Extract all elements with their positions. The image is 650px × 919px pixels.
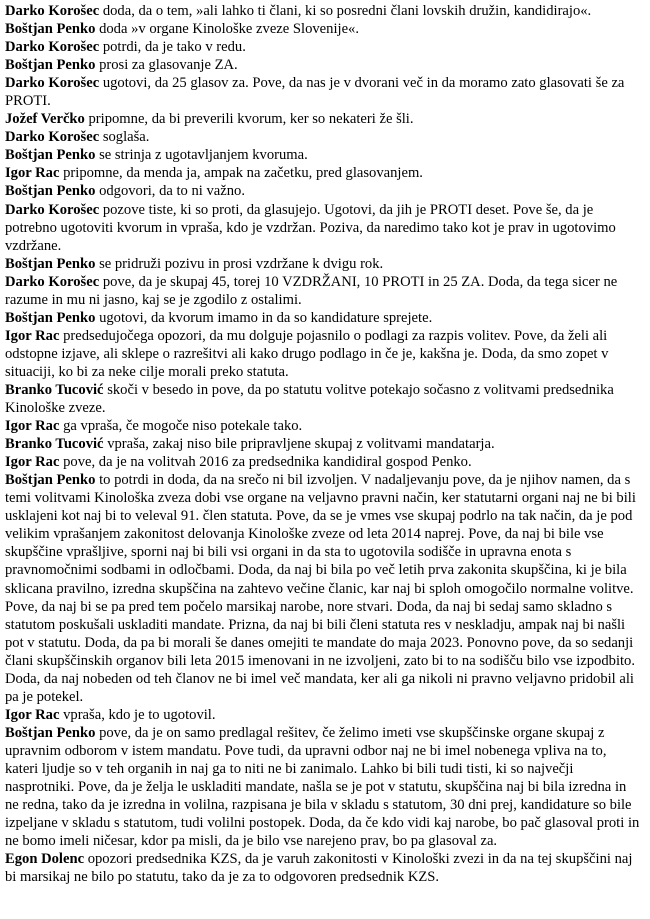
speaker-name: Boštjan Penko	[5, 309, 96, 326]
paragraph	[5, 471, 642, 706]
speaker-name: Igor Rac	[5, 327, 60, 344]
paragraph-text: pove, da je skupaj 45, torej 10 VZDRŽANI, 10 PROTI in 25 ZA. Doda, da tega sicer ne razume in mu ni jasno, kaj se je zgodilo z ostalimi.	[5, 273, 618, 308]
paragraph-text: vpraša, kdo je to ugotovil.	[59, 706, 216, 723]
paragraph-text: doda »v organe Kinološke zveze Slovenije«.	[95, 21, 359, 38]
speaker-name: Igor Rac	[5, 165, 60, 182]
speaker-name: Jožef Verčko	[5, 111, 85, 128]
paragraph	[5, 309, 642, 327]
paragraph-text: ga vpraša, če mogoče niso potekale tako.	[59, 418, 303, 435]
paragraph-text: ugotovi, da kvorum imamo in da so kandidature sprejete.	[95, 309, 433, 326]
paragraph	[5, 255, 642, 273]
paragraph	[5, 2, 642, 20]
speaker-name: Boštjan Penko	[5, 472, 96, 489]
speaker-name: Igor Rac	[5, 454, 60, 471]
paragraph	[5, 327, 642, 381]
speaker-name: Boštjan Penko	[5, 255, 96, 272]
speaker-name: Boštjan Penko	[5, 183, 96, 200]
speaker-name: Boštjan Penko	[5, 21, 96, 38]
speaker-name: Darko Korošec	[5, 39, 100, 56]
paragraph-text: pove, da je na volitvah 2016 za predsednika kandidiral gospod Penko.	[59, 454, 472, 471]
paragraph	[5, 417, 642, 435]
paragraph-text: potrdi, da je tako v redu.	[99, 39, 246, 56]
speaker-name: Darko Korošec	[5, 75, 100, 92]
paragraph-text: pozove tiste, ki so proti, da glasujejo. Ugotovi, da jih je PROTI deset. Pove še, da je potrebno ugotoviti kvorum in vpraša, kdo je vzdržan. Poziva, da naredimo tako kot je prav in ugotovimo vzdržane.	[5, 201, 616, 254]
paragraph	[5, 850, 642, 886]
paragraph	[5, 146, 642, 164]
speaker-name: Igor Rac	[5, 706, 60, 723]
speaker-name: Darko Korošec	[5, 129, 100, 146]
paragraph-text: pove, da je on samo predlagal rešitev, če želimo imeti vse skupščinske organe skupaj z upravnim odborom v istem mandatu. Pove tudi, da upravni odbor naj ne bi imel nobenega vpliva na to, kateri ljudje so v teh organih in naj ga to niti ne bi zanimalo. Lahko bi bili tudi tisti, ki so največji nasprotniki. Pove, da je želja le uskladiti mandate, našla se je pot v statutu, skupščina naj bi bila izredna in ne redna, tako da je izredna in volilna, razpisana je bila v skladu s statutom, 30 dni prej, kandidature so bile izpeljane v skladu s statutom, tudi volilni postopek. Doda, da če kdo vidi kaj narobe, bo pač glasoval proti in ne bomo imeli ničesar, kdor pa misli, da je bilo vse narejeno prav, bo pa glasoval za.	[5, 724, 640, 850]
speaker-name: Darko Korošec	[5, 3, 100, 19]
speaker-name: Darko Korošec	[5, 201, 100, 218]
paragraph	[5, 164, 642, 182]
paragraph	[5, 724, 642, 850]
paragraph-text: se pridruži pozivu in prosi vzdržane k dvigu rok.	[95, 255, 384, 272]
paragraph-text: vpraša, zakaj niso bile pripravljene skupaj z volitvami mandatarja.	[103, 436, 495, 453]
paragraph-text: odgovori, da to ni važno.	[95, 183, 245, 200]
paragraph-text: to potrdi in doda, da na srečo ni bil izvoljen. V nadaljevanju pove, da je njihov namen, da s temi volitvami Kinološka zveza dobi vse organe na veljavno pravni način, ker statutarni organi naj ne bi bili usklajeni kot naj bi to veleval 91. člen statuta. Pove, da se je vmes vse skupaj podrlo na tak način, da je pod velikim vprašanjem zakonitost delovanja Kinološke zveze od leta 2014 naprej. Pove, da naj bi bile vse skupščine vprašljive, sporni naj bi bili vsi organi in da sta to ugotovila sodišče in upravna enota s pravnomočnimi sodbami in odločbami. Doda, da naj bi bila po več letih prva zakonita skupščina, ki je bila sklicana pravilno, izredna skupščina na zahtevo večine članic, kar naj bi sploh omogočilo normalne volitve. Pove, da naj bi se pa pred tem počelo marsikaj narobe, nore stvari. Doda, da naj bi sedaj samo skladno s statutom poskušali uskladiti mandate. Prizna, da naj bi bili členi statuta res v neskladju, ampak naj bi našli pot v statutu. Doda, da pa bi morali še danes omejiti te mandate do maja 2023. Ponovno pove, da so sedanji člani skupščinskih organov bili leta 2015 imenovani in ne izvoljeni, zato bi to na sodišču bilo vse izpodbito. Doda, da naj nobeden od teh članov ne bi imel več mandata, ker ali ga nikoli ni pravno veljavno pridobil ali pa je potekel.	[5, 472, 636, 705]
paragraph-text: predsedujočega opozori, da mu dolguje pojasnilo o podlagi za razpis volitev. Pove, da želi ali odstopne izjave, ali sklepe o razrešitvi ali kako drugo podlago in če je, kakšna je. Doda, da smo zopet v situaciji, ko bi za neke cilje morali preko statuta.	[5, 327, 609, 380]
paragraph	[5, 110, 642, 128]
paragraph-text: opozori predsednika KZS, da je varuh zakonitosti v Kinološki zvezi in da na tej skupščini naj bi marsikaj ne bilo po statutu, tako da je za to odgovoren predsednik KZS.	[5, 851, 633, 886]
paragraph	[5, 74, 642, 110]
speaker-name: Egon Dolenc	[5, 851, 85, 868]
paragraph-text: skoči v besedo in pove, da po statutu volitve potekajo sočasno z volitvami predsednika Kinološke zveze.	[5, 381, 614, 417]
speaker-name: Boštjan Penko	[5, 724, 96, 741]
paragraph	[5, 453, 642, 471]
paragraph	[5, 182, 642, 200]
paragraph-text: ugotovi, da 25 glasov za. Pove, da nas je v dvorani več in da moramo zato glasovati še za PROTI.	[5, 75, 625, 110]
paragraph	[5, 273, 642, 309]
paragraph	[5, 20, 642, 38]
speaker-name: Igor Rac	[5, 418, 60, 435]
speaker-name: Branko Tucović	[5, 381, 104, 398]
paragraph-text: doda, da o tem, »ali lahko ti člani, ki so posredni člani lovskih družin, kandidirajo«.	[99, 3, 592, 19]
paragraph-text: soglaša.	[99, 129, 150, 146]
paragraph	[5, 56, 642, 74]
paragraph	[5, 435, 642, 453]
speaker-name: Branko Tucović	[5, 436, 104, 453]
paragraph-text: pripomne, da menda ja, ampak na začetku, pred glasovanjem.	[59, 165, 423, 182]
paragraph	[5, 706, 642, 724]
speaker-name: Boštjan Penko	[5, 147, 96, 164]
speaker-name: Darko Korošec	[5, 273, 100, 290]
paragraph	[5, 381, 642, 417]
paragraph-text: se strinja z ugotavljanjem kvoruma.	[95, 147, 308, 164]
paragraph	[5, 201, 642, 255]
paragraph	[5, 128, 642, 146]
paragraph	[5, 38, 642, 56]
paragraph-text: pripomne, da bi preverili kvorum, ker so nekateri že šli.	[84, 111, 414, 128]
paragraph-text: prosi za glasovanje ZA.	[95, 57, 238, 74]
speaker-name: Boštjan Penko	[5, 57, 96, 74]
